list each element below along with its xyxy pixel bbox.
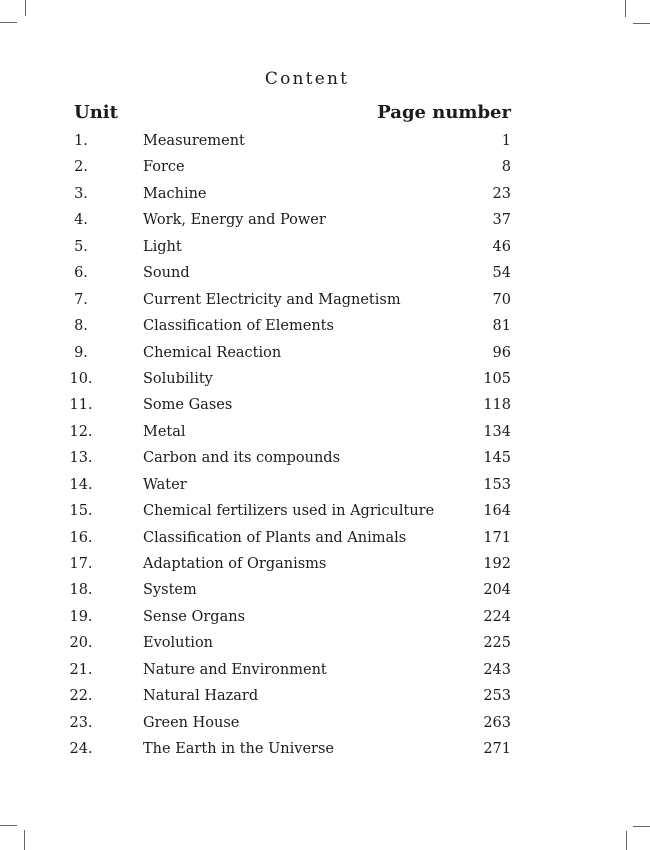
unit-title: Light [143,238,182,255]
toc-row [63,630,511,656]
page-number: 204 [483,582,511,599]
toc-row [63,154,511,180]
unit-number: 21. [69,661,93,678]
unit-title: The Earth in the Universe [143,741,334,758]
page-number: 46 [492,238,511,255]
unit-number: 12. [69,423,93,440]
crop-mark-top-right-horizontal [633,23,650,24]
page-number: 192 [483,556,511,572]
unit-number: 17. [69,556,93,572]
crop-mark-bottom-left-horizontal [0,825,17,826]
unit-title: Solubility [143,370,213,387]
unit-number: 14. [69,476,93,493]
unit-number: 9. [74,344,88,361]
unit-title: Force [143,159,185,176]
toc-row [63,419,511,445]
unit-title: Adaptation of Organisms [143,556,327,572]
unit-title: Evolution [143,635,214,652]
page-number: 81 [492,318,511,335]
unit-number: 23. [69,714,93,731]
toc-row [63,234,511,260]
unit-number: 20. [69,635,93,652]
toc-row [63,604,511,630]
toc-row [63,683,511,709]
unit-title: Current Electricity and Magnetism [143,291,401,308]
toc-row [63,207,511,233]
page-number: 134 [483,423,511,440]
page-number: 224 [483,608,511,625]
page-number: 171 [483,529,511,546]
unit-number: 1. [74,133,88,149]
unit-number: 3. [74,185,88,202]
page-title: Content [264,69,350,89]
crop-mark-top-left-horizontal [0,22,17,23]
unit-number: 19. [69,608,93,625]
page-number: 96 [492,344,511,361]
page-number: 118 [483,397,511,414]
unit-number: 6. [74,265,88,282]
crop-mark-bottom-left-vertical [24,830,25,850]
toc-rows [63,128,511,763]
unit-title: Classification of Plants and Animals [143,529,407,546]
unit-title: Chemical Reaction [143,344,282,361]
crop-mark-bottom-right-vertical [626,831,627,850]
page-number: 1 [501,133,511,149]
page-number: 164 [483,503,511,520]
unit-number: 4. [74,212,88,229]
unit-title: Work, Energy and Power [143,212,326,229]
toc-row [63,445,511,471]
toc-row [63,710,511,736]
page-number: 225 [483,635,511,652]
unit-number: 8. [74,318,88,335]
page-number: 37 [492,212,511,229]
toc-row [63,287,511,313]
page-number: 23 [492,185,511,202]
page-number: 253 [483,688,511,705]
toc-row [63,577,511,603]
crop-mark-bottom-right-horizontal [633,826,650,827]
toc-row [63,657,511,683]
unit-number: 7. [74,291,88,308]
page-number: 145 [483,450,511,467]
toc-row [63,472,511,498]
unit-title: Green House [143,714,240,731]
unit-number: 11. [69,397,93,414]
toc-row [63,498,511,524]
page-number: 105 [483,370,511,387]
toc-row [63,181,511,207]
unit-number: 5. [74,238,88,255]
unit-number: 18. [69,582,93,599]
unit-title: Water [143,476,187,493]
page-number: 153 [483,476,511,493]
page-number: 70 [492,291,511,308]
toc-row [63,128,511,154]
unit-number: 2. [74,159,88,176]
unit-title: Natural Hazard [143,688,259,705]
unit-number: 15. [69,503,93,520]
unit-title: Some Gases [143,397,233,414]
toc-row [63,340,511,366]
unit-title: Machine [143,185,207,202]
unit-title: System [143,582,197,599]
toc-row [63,260,511,286]
unit-number: 10. [69,370,93,387]
unit-title: Nature and Environment [143,661,327,678]
toc-row [63,736,511,762]
unit-title: Classification of Elements [143,318,334,335]
page-number: 271 [483,741,511,758]
unit-number: 24. [69,741,93,758]
unit-number: 13. [69,450,93,467]
page-number: 263 [483,714,511,731]
unit-title: Sense Organs [143,608,246,625]
toc-row [63,366,511,392]
unit-number: 16. [69,529,93,546]
unit-title: Measurement [143,133,245,149]
toc-row [63,525,511,551]
toc-row [63,313,511,339]
column-header-page-number: Page number [377,102,511,123]
page-number: 243 [483,661,511,678]
page-number: 54 [492,265,511,282]
unit-title: Metal [143,423,186,440]
unit-title: Sound [143,265,190,282]
unit-title: Carbon and its compounds [143,450,341,467]
toc-row [63,392,511,418]
unit-number: 22. [69,688,93,705]
crop-mark-top-left-vertical [25,0,26,16]
crop-mark-top-right-vertical [625,0,626,17]
column-header-unit: Unit [74,102,118,123]
toc-row [63,551,511,577]
page-number: 8 [501,159,511,176]
unit-title: Chemical fertilizers used in Agriculture [143,503,435,520]
